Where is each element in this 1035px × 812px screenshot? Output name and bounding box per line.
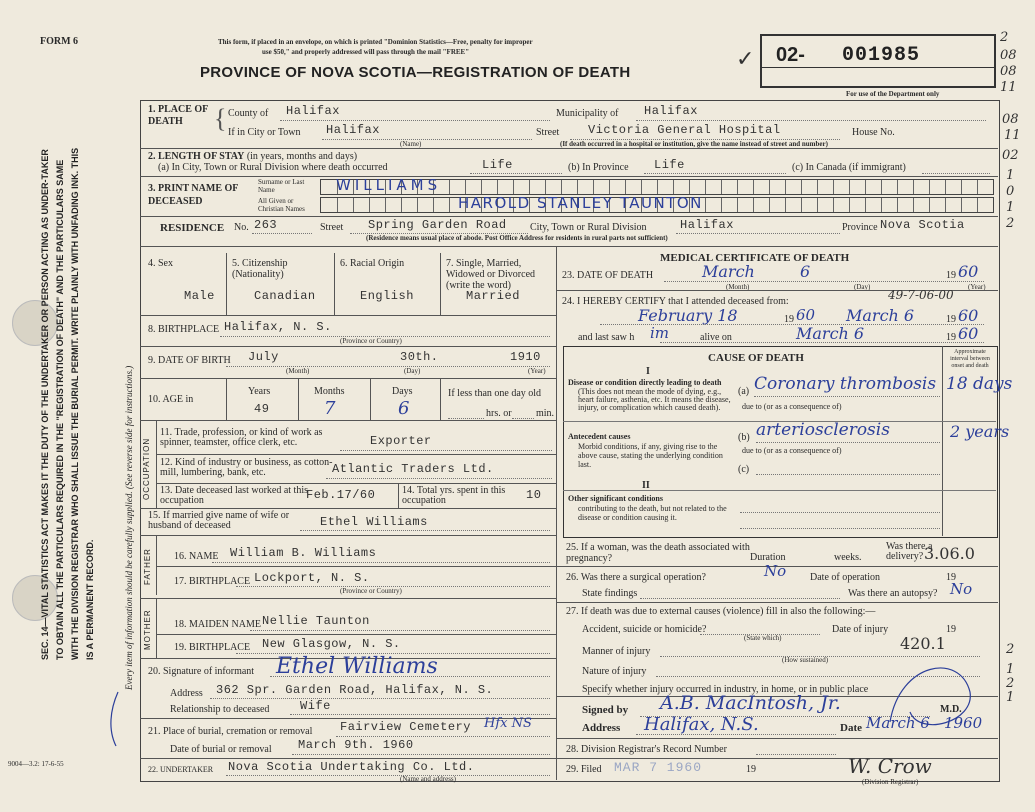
dob-day: 30th. bbox=[400, 350, 439, 364]
racial-value: English bbox=[360, 289, 414, 303]
dob-month-caption: (Month) bbox=[286, 367, 310, 375]
q26-answer: No bbox=[764, 562, 787, 580]
stay-c-label: (c) In Canada (if immigrant) bbox=[792, 162, 906, 173]
father-side-label: FATHER bbox=[143, 548, 152, 585]
dod-year: 60 bbox=[958, 262, 979, 281]
name-grid-cell bbox=[465, 180, 466, 194]
name-grid-cell bbox=[385, 198, 386, 212]
sidebar-instructions: SEC. 14—VITAL STATISTICS ACT MAKES IT THE DUTY OF THE UNDERTAKER OR PERSON ACTING AS UNDER-TAKER TO OBTAIN ALL THE PARTICULARS REQUIRED IN THE "REGISTRATION OF DEATH" AND THE PARTICULARS SAME WITH THE DIVISION REGISTRAR WHO SHALL ISSUE THE BURIAL PERMIT. WRITE PLAINLY WITH UNFADING INK. THIS IS A PERMANENT RECORD. bbox=[40, 147, 95, 660]
state-which-caption: (State which) bbox=[744, 634, 782, 642]
residence-no-label: No. bbox=[234, 222, 249, 233]
name-grid-cell bbox=[849, 198, 850, 212]
name-grid-cell bbox=[433, 198, 434, 212]
years-label: Years bbox=[248, 386, 271, 397]
autopsy-answer: No bbox=[950, 580, 973, 598]
residence-city: Halifax bbox=[680, 218, 734, 232]
municipality-value: Halifax bbox=[644, 104, 698, 118]
name-grid-cell bbox=[449, 198, 450, 212]
name-grid-cell bbox=[737, 198, 738, 212]
dod-label: 23. DATE OF DEATH bbox=[562, 270, 654, 281]
given-name-value: HAROLD STANLEY TAUNTON bbox=[458, 194, 703, 212]
mother-birthplace-label: 19. BIRTHPLACE bbox=[174, 642, 251, 653]
name-grid-cell bbox=[913, 198, 914, 212]
name-grid-cell bbox=[449, 180, 450, 194]
doctor-address: Halifax, N.S. bbox=[644, 714, 759, 735]
certify-label: 24. I HEREBY CERTIFY that I attended deceased from: bbox=[562, 296, 789, 307]
form-number: FORM 6 bbox=[40, 36, 79, 47]
other-note: contributing to the death, but not related to the disease or condition causing it. bbox=[578, 504, 727, 522]
interval-b: 2 years bbox=[950, 422, 1010, 441]
autopsy-label: Was there an autopsy? bbox=[848, 588, 938, 599]
dod-day: 6 bbox=[800, 262, 811, 281]
residence-city-label: City, Town or Rural Division bbox=[530, 222, 647, 233]
certify-code: 49-7-06-00 bbox=[888, 288, 954, 302]
city-label: If in City or Town bbox=[228, 127, 301, 138]
informant-sig-label: 20. Signature of informant bbox=[148, 666, 255, 677]
name-grid-cell bbox=[561, 180, 562, 194]
mother-name-label: 18. MAIDEN NAME bbox=[174, 619, 261, 630]
residence-street-label: Street bbox=[320, 222, 344, 233]
op-year-prefix: 19 bbox=[946, 572, 956, 583]
dod-month-caption: (Month) bbox=[726, 283, 750, 291]
residence-street: Spring Garden Road bbox=[368, 218, 507, 232]
dod-day-caption: (Day) bbox=[854, 283, 871, 291]
op-date-label: Date of operation bbox=[810, 572, 880, 583]
right-margin-2: 11 bbox=[1004, 128, 1021, 143]
name-grid-cell bbox=[705, 198, 706, 212]
surname-label: Surname or Last Name bbox=[258, 178, 305, 194]
disease-note: (This does not mean the mode of dying, e.g., heart failure, asthenia, etc. It means the disease, injury, or complication which caused death). bbox=[578, 387, 731, 412]
name-grid-cell bbox=[865, 198, 866, 212]
spouse-label: 15. If married give name of wife or husband of deceased bbox=[148, 510, 290, 531]
name-grid-cell bbox=[673, 180, 674, 194]
name-grid-cell bbox=[657, 180, 658, 194]
racial-label: 6. Racial Origin bbox=[340, 258, 405, 269]
lessday-label: If less than one day old bbox=[448, 388, 542, 399]
nature-label: Nature of injury bbox=[582, 666, 647, 677]
name-grid-cell bbox=[577, 180, 578, 194]
residence-no: 263 bbox=[254, 218, 278, 232]
attended-to: March 6 bbox=[846, 306, 915, 325]
how-caption: (How sustained) bbox=[782, 656, 829, 664]
name-grid-cell bbox=[929, 198, 930, 212]
name-grid-cell bbox=[785, 198, 786, 212]
filed-stamp: MAR 7 1960 bbox=[614, 760, 703, 775]
dod-month: March bbox=[702, 262, 755, 281]
name-grid-cell bbox=[833, 180, 834, 194]
dod-year-caption: (Year) bbox=[968, 283, 986, 291]
sex-label: 4. Sex bbox=[148, 258, 173, 269]
sidebar-note: Every item of information should be carefully supplied. (See reverse side for instructions.) bbox=[124, 365, 134, 690]
birthplace-value: Halifax, N. S. bbox=[224, 320, 332, 334]
name-label: 3. PRINT NAME OF DECEASED bbox=[148, 183, 238, 207]
informant-address: 362 Spr. Garden Road, Halifax, N. S. bbox=[216, 683, 494, 697]
sex-value: Male bbox=[184, 289, 215, 303]
county-value: Halifax bbox=[286, 104, 340, 118]
father-birthplace-caption: (Province or Country) bbox=[340, 587, 402, 595]
name-grid-cell bbox=[961, 198, 962, 212]
name-grid-cell bbox=[705, 180, 706, 194]
q27-label: 27. If death was due to external causes (violence) fill in also the following:— bbox=[566, 606, 876, 617]
from-year-prefix: 19 bbox=[784, 314, 794, 325]
weeks-label: weeks. bbox=[834, 552, 862, 563]
name-grid-cell bbox=[641, 180, 642, 194]
name-grid-cell bbox=[929, 180, 930, 194]
mother-birthplace-value: New Glasgow, N. S. bbox=[262, 637, 401, 651]
name-grid-cell bbox=[529, 180, 530, 194]
street-value: Victoria General Hospital bbox=[588, 123, 781, 137]
last-saw-label: and last saw h bbox=[578, 332, 635, 343]
doctor-signature: A.B. MacIntosh, Jr. bbox=[660, 692, 841, 714]
city-value: Halifax bbox=[326, 123, 380, 137]
marital-value: Married bbox=[466, 289, 520, 303]
medical-title: MEDICAL CERTIFICATE OF DEATH bbox=[660, 252, 850, 264]
doctor-date: March 6 bbox=[866, 714, 930, 732]
house-label: House No. bbox=[852, 127, 895, 138]
father-birthplace-value: Lockport, N. S. bbox=[254, 571, 370, 585]
birthplace-label: 8. BIRTHPLACE bbox=[148, 324, 220, 335]
industry-value: Atlantic Traders Ltd. bbox=[332, 462, 494, 476]
undertaker-label: 22. UNDERTAKER bbox=[148, 765, 214, 774]
given-label: All Given or Christian Names bbox=[258, 197, 305, 213]
margin-code-4: 11 bbox=[1000, 80, 1017, 95]
injury-year-prefix: 19 bbox=[946, 624, 956, 635]
attended-from: February 18 bbox=[638, 306, 738, 325]
due-to-a: due to (or as a consequence of) bbox=[742, 402, 842, 411]
stay-a-label: (a) In City, Town or Rural Division where death occurred bbox=[158, 162, 388, 173]
length-of-stay-label: 2. LENGTH OF STAY (in years, months and days) bbox=[148, 151, 358, 162]
manner-label: Manner of injury bbox=[582, 646, 651, 657]
name-grid-cell bbox=[545, 180, 546, 194]
margin-code-3: 08 bbox=[1000, 64, 1017, 79]
registrar-signature: W. Crow bbox=[848, 754, 932, 778]
q29-label: 29. Filed bbox=[566, 764, 602, 775]
q25-label: 25. If a woman, was the death associated with pregnancy? bbox=[566, 542, 750, 564]
name-grid-cell bbox=[769, 180, 770, 194]
informant-address-label: Address bbox=[170, 688, 203, 699]
interval-a: 18 days bbox=[946, 374, 1013, 394]
residence-note: (Residence means usual place of abode. Post Office Address for residents in rural parts not sufficient) bbox=[366, 234, 668, 242]
due-to-b: due to (or as a consequence of) bbox=[742, 446, 842, 455]
doctor-address-label: Address bbox=[582, 722, 621, 734]
county-label: County of bbox=[228, 108, 269, 119]
residence-province-label: Province bbox=[842, 222, 878, 233]
total-years-label: 14. Total yrs. spent in this occupation bbox=[402, 485, 506, 506]
duration-label: Duration bbox=[750, 552, 786, 563]
spouse-value: Ethel Williams bbox=[320, 515, 428, 529]
name-grid-cell bbox=[609, 180, 610, 194]
name-grid-cell bbox=[753, 180, 754, 194]
envelope-note-1: This form, if placed in an envelope, on which is printed "Dominion Statistics—Free, penalty for improper bbox=[218, 38, 533, 46]
residence-label: RESIDENCE bbox=[160, 222, 225, 234]
name-grid-cell bbox=[961, 180, 962, 194]
last-worked-label: 13. Date deceased last worked at this occupation bbox=[160, 485, 309, 506]
interval-label: Approximate interval between onset and death bbox=[950, 349, 990, 369]
name-grid-cell bbox=[977, 180, 978, 194]
father-name-value: William B. Williams bbox=[230, 546, 377, 560]
citizenship-label: 5. Citizenship (Nationality) bbox=[232, 258, 288, 280]
right-margin-lower-2: 1 bbox=[1006, 662, 1015, 677]
name-grid-cell bbox=[881, 180, 882, 194]
md-label: M.D. bbox=[940, 704, 962, 715]
to-year-prefix: 19 bbox=[946, 314, 956, 325]
antecedent-label: Antecedent causes bbox=[568, 432, 631, 441]
name-grid-cell bbox=[401, 198, 402, 212]
name-grid-cell bbox=[481, 180, 482, 194]
registration-prefix: 02- bbox=[776, 44, 805, 66]
delivery-ink: 3.06.0 bbox=[924, 544, 975, 563]
name-grid-cell bbox=[881, 198, 882, 212]
father-birthplace-label: 17. BIRTHPLACE bbox=[174, 576, 251, 587]
burial-place-label: 21. Place of burial, cremation or removal bbox=[148, 726, 313, 737]
residence-province: Nova Scotia bbox=[880, 218, 965, 232]
roman-two: II bbox=[642, 480, 650, 491]
alive-on: March 6 bbox=[796, 324, 865, 343]
relationship-value: Wife bbox=[300, 699, 331, 713]
min-label: min. bbox=[536, 408, 555, 419]
q28-label: 28. Division Registrar's Record Number bbox=[566, 744, 727, 755]
right-margin-1: 08 bbox=[1002, 112, 1019, 127]
name-grid-cell bbox=[417, 198, 418, 212]
age-label: 10. AGE in bbox=[148, 394, 194, 405]
name-grid-cell bbox=[945, 198, 946, 212]
undertaker-caption: (Name and address) bbox=[400, 775, 456, 783]
undertaker-value: Nova Scotia Undertaking Co. Ltd. bbox=[228, 760, 475, 774]
other-label: Other significant conditions bbox=[568, 494, 663, 503]
dod-year-prefix: 19 bbox=[946, 270, 956, 281]
dob-day-caption: (Day) bbox=[404, 367, 421, 375]
right-margin-6: 1 bbox=[1006, 200, 1015, 215]
accident-label: Accident, suicide or homicide? bbox=[582, 624, 707, 635]
name-grid-cell bbox=[817, 198, 818, 212]
total-years-value: 10 bbox=[526, 488, 542, 502]
manner-ink: 420.1 bbox=[900, 634, 946, 653]
father-name-label: 16. NAME bbox=[174, 551, 219, 562]
burial-date-label: Date of burial or removal bbox=[170, 744, 272, 755]
name-grid-cell bbox=[913, 180, 914, 194]
name-grid-cell bbox=[513, 180, 514, 194]
name-grid-cell bbox=[625, 180, 626, 194]
dob-label: 9. DATE OF BIRTH bbox=[148, 355, 231, 366]
registrar-caption: (Division Registrar) bbox=[862, 778, 919, 786]
surname-value: WILLIAMS bbox=[336, 176, 442, 194]
filed-year-prefix: 19 bbox=[746, 764, 756, 775]
occupation-side-label: OCCUPATION bbox=[142, 437, 151, 500]
months-value: 7 bbox=[324, 398, 336, 419]
name-grid-cell bbox=[593, 180, 594, 194]
delivery-label: Was there a delivery? bbox=[886, 541, 933, 562]
stay-a-value: Life bbox=[482, 158, 513, 172]
trade-value: Exporter bbox=[370, 434, 432, 448]
attended-from-year: 60 bbox=[796, 306, 816, 324]
marital-label: 7. Single, Married, Widowed or Divorced (write the word) bbox=[446, 258, 536, 291]
municipality-label: Municipality of bbox=[556, 108, 619, 119]
disease-label: Disease or condition directly leading to death bbox=[568, 378, 722, 387]
name-grid-cell bbox=[977, 198, 978, 212]
burial-place-value: Fairview Cemetery bbox=[340, 720, 471, 734]
signature-flourish bbox=[880, 652, 990, 742]
name-grid-cell bbox=[833, 198, 834, 212]
right-margin-7: 2 bbox=[1006, 216, 1015, 231]
right-margin-4: 1 bbox=[1006, 168, 1015, 183]
alive-year: 60 bbox=[958, 324, 979, 343]
doctor-date-label: Date bbox=[840, 722, 862, 734]
margin-pen-mark bbox=[104, 690, 124, 750]
death-registration-form: FORM 6 This form, if placed in an envelope, on which is printed "Dominion Statistics—Free, penalty for improper use $50," and properly addressed will pass through the mail "FREE" PROVINCE OF NOVA SCOTIA—REGISTRATION OF DEATH 02- 001985 For use of the Department only ✓ 2 08 08 11 SEC. 14—VITAL STATISTICS ACT MAKES IT THE DUTY OF THE UNDERTAKER OR PERSON ACTING AS UNDER-TAKER TO OBTAIN ALL THE PARTICULARS REQUIRED IN THE "REGISTRATION OF DEATH" AND THE PARTICULARS SAME WITH THE DIVISION REGISTRAR WHO SHALL ISSUE THE BURIAL PERMIT. WRITE PLAINLY WITH UNFADING INK. THIS IS A PERMANENT RECORD. Every item of information should be carefully supplied. (See reverse side for instructions.) 9004—3.2: 17-6-55 1. PLACE OF DEATH { County of Halifax Municipality of Halifax If in City or Town Halifax (Name) Street Victoria General Hospital House No. (If death occurred in a hospital or institution, give the name instead of street and number) 2. LENGTH OF STAY (in years, months and days) (a) In City, Town or Rural Division where death occurred Life (b) In Province Life (c) In Canada (if immigrant) 3. PRINT NAME OF DECEASED Surname or Last Name All Given or Christian Names WILLIAMS HAROLD STANLEY TAUNTON RESIDENCE No. 263 Street Spring Garden Road City, Town or Rural Division Halifax Province Nova Scotia (Residence means usual place of abode. Post Office Address for residents in rural parts not sufficient) 4. Sex 5. Citizenship (Nationality) 6. Racial Origin 7. Single, Married, Widowed or Divorced (write the word) Male Canadian English Married 8. BIRTHPLACE Halifax, N. S. (Province or Country) 9. DATE OF BIRTH July 30th. 1910 (Month) (Day) (Year) 10. AGE in Years Months Days 49 7 6 If less than one day old hrs. or min. OCCUPATION 11. Trade, profession, or kind of work as spinner, teamster, office clerk, etc. Exporter 12. Kind of industry or business, as cotton-mill, lumbering, bank, etc. Atlantic Traders Ltd. 13. Date deceased last worked at this occupation Feb.17/60 14. Total yrs. spent in this occupation 10 15. If married give name of wife or husband of deceased Ethel Williams FATHER 16. NAME William B. Williams 17. BIRTHPLACE Lockport, N. S. (Province or Country) MOTHER 18. MAIDEN NAME Nellie Taunton 19. BIRTHPLACE New Glasgow, N. S. 20. Signature of informant Ethel Williams Address 362 Spr. Garden Road, Halifax, N. S. Relationship to deceased Wife 21. Place of burial, cremation or removal Fairview Cemetery Hfx NS Date of burial or removal March 9th. 1960 22. UNDERTAKER Nova Scotia Undertaking Co. Ltd. (Name and address) MEDICAL CERTIFICATE OF DEATH 23. DATE OF DEATH March 6 19 60 (Month) (Day) (Year) 24. I HEREBY CERTIFY that I attended deceased from: 49-7-06-00 February 18 19 60 March 6 19 60 and last saw h im alive on March 6 19 60 CAUSE OF DEATH Approximate interval between onset and death I Disease or condition directly leading to death (This does not mean the mode of dying, e.g., heart failure, asthenia, etc. It means the disease, injury, or complication which caused death). (a) Coronary thrombosis 18 days due to (or as a consequence of) Antecedent causes Morbid conditions, if any, giving rise to the above cause, stating the underlying condition last. (b) arteriosclerosis 2 years due to (or as a consequence of) (c) II Other significant conditions contributing to the death, but not related to the disease or condition causing it. 25. If a woman, was the death associated with pregnancy? Duration weeks. Was there a delivery? 3.06.0 26. Was there a surgical operation? No Date of operation 19 State findings Was there an autopsy? No 27. If death was due to external causes (violence) fill in also the following:— Accident, suicide or homicide? (State which) Date of injury 19 420.1 Manner of injury (How sustained) Nature of injury Specify whether injury occurred in industry, in home, or in public place Signed by A.B. MacIntosh, Jr. M.D. Address Halifax, N.S. Date March 6 1960 28. Division Registrar's Record Number 29. Filed MAR 7 1960 19 W. Crow (Division Registrar) 08 11 02 1 0 1 2 2 1 2 1 bbox=[0, 0, 1035, 812]
stay-b-label: (b) In Province bbox=[568, 162, 629, 173]
right-margin-lower-1: 2 bbox=[1006, 642, 1015, 657]
name-caption: (Name) bbox=[400, 140, 422, 148]
findings-label: State findings bbox=[582, 588, 638, 599]
specify-label: Specify whether injury occurred in industry, in home, or in public place bbox=[582, 684, 869, 695]
cause-a: Coronary thrombosis bbox=[754, 374, 937, 394]
antecedent-note: Morbid conditions, if any, giving rise to the above cause, stating the underlying condition last. bbox=[578, 442, 723, 469]
form-title: PROVINCE OF NOVA SCOTIA—REGISTRATION OF DEATH bbox=[200, 64, 631, 81]
relationship-label: Relationship to deceased bbox=[170, 704, 270, 715]
alive-year-prefix: 19 bbox=[946, 332, 956, 343]
name-grid-cell bbox=[353, 198, 354, 212]
margin-code-2: 08 bbox=[1000, 48, 1017, 63]
last-saw-ink: im bbox=[650, 324, 670, 342]
place-note: (If death occurred in a hospital or institution, give the name instead of street and number) bbox=[560, 140, 828, 148]
dob-year: 1910 bbox=[510, 350, 541, 364]
stay-b-value: Life bbox=[654, 158, 685, 172]
q26-label: 26. Was there a surgical operation? bbox=[566, 572, 706, 583]
name-grid-cell bbox=[785, 180, 786, 194]
roman-one: I bbox=[646, 366, 650, 377]
check-mark: ✓ bbox=[736, 46, 755, 71]
cause-b: arteriosclerosis bbox=[756, 420, 890, 440]
doctor-date-year: 1960 bbox=[944, 714, 983, 732]
name-grid-cell bbox=[737, 180, 738, 194]
place-of-death-label: 1. PLACE OF DEATH bbox=[148, 104, 208, 127]
name-grid-cell bbox=[369, 198, 370, 212]
attended-to-year: 60 bbox=[958, 306, 979, 325]
right-margin-lower-3: 2 bbox=[1006, 676, 1015, 691]
burial-place-ink: Hfx NS bbox=[484, 716, 532, 731]
dob-month: July bbox=[248, 350, 279, 364]
name-grid-cell bbox=[865, 180, 866, 194]
right-margin-3: 02 bbox=[1002, 148, 1019, 163]
department-note: For use of the Department only bbox=[846, 90, 940, 98]
name-grid-cell bbox=[337, 198, 338, 212]
mother-side-label: MOTHER bbox=[143, 609, 152, 650]
name-grid-cell bbox=[721, 180, 722, 194]
name-grid-cell bbox=[801, 180, 802, 194]
name-grid-cell bbox=[801, 198, 802, 212]
name-grid-cell bbox=[849, 180, 850, 194]
name-grid-cell bbox=[689, 180, 690, 194]
name-grid-cell bbox=[897, 180, 898, 194]
right-margin-5: 0 bbox=[1006, 184, 1015, 199]
name-grid-cell bbox=[769, 198, 770, 212]
margin-code-1: 2 bbox=[1000, 30, 1009, 45]
name-grid-cell bbox=[497, 180, 498, 194]
hrs-label: hrs. or bbox=[486, 408, 512, 419]
citizenship-value: Canadian bbox=[254, 289, 316, 303]
signed-by-label: Signed by bbox=[582, 704, 629, 716]
name-grid-cell bbox=[817, 180, 818, 194]
birthplace-caption: (Province or Country) bbox=[340, 337, 402, 345]
alive-label: alive on bbox=[700, 332, 732, 343]
name-grid-cell bbox=[721, 198, 722, 212]
months-label: Months bbox=[314, 386, 345, 397]
form-code: 9004—3.2: 17-6-55 bbox=[8, 760, 64, 768]
right-margin-lower-4: 1 bbox=[1006, 690, 1015, 705]
industry-label: 12. Kind of industry or business, as cotton-mill, lumbering, bank, etc. bbox=[160, 457, 333, 478]
name-grid-cell bbox=[897, 198, 898, 212]
street-label: Street bbox=[536, 127, 560, 138]
days-value: 6 bbox=[398, 398, 410, 419]
name-grid-cell bbox=[945, 180, 946, 194]
registration-number: 001985 bbox=[842, 44, 921, 67]
dob-year-caption: (Year) bbox=[528, 367, 546, 375]
years-value: 49 bbox=[254, 402, 270, 416]
trade-label: 11. Trade, profession, or kind of work as spinner, teamster, office clerk, etc. bbox=[160, 427, 323, 448]
informant-signature: Ethel Williams bbox=[276, 654, 438, 679]
burial-date-value: March 9th. 1960 bbox=[298, 738, 414, 752]
mother-name-value: Nellie Taunton bbox=[262, 614, 370, 628]
days-label: Days bbox=[392, 386, 413, 397]
cause-title: CAUSE OF DEATH bbox=[708, 352, 804, 364]
last-worked-value: Feb.17/60 bbox=[306, 488, 376, 502]
envelope-note-2: use $50," and properly addressed will pass through the mail "FREE" bbox=[262, 48, 470, 56]
name-grid-cell bbox=[753, 198, 754, 212]
injury-date-label: Date of injury bbox=[832, 624, 889, 635]
